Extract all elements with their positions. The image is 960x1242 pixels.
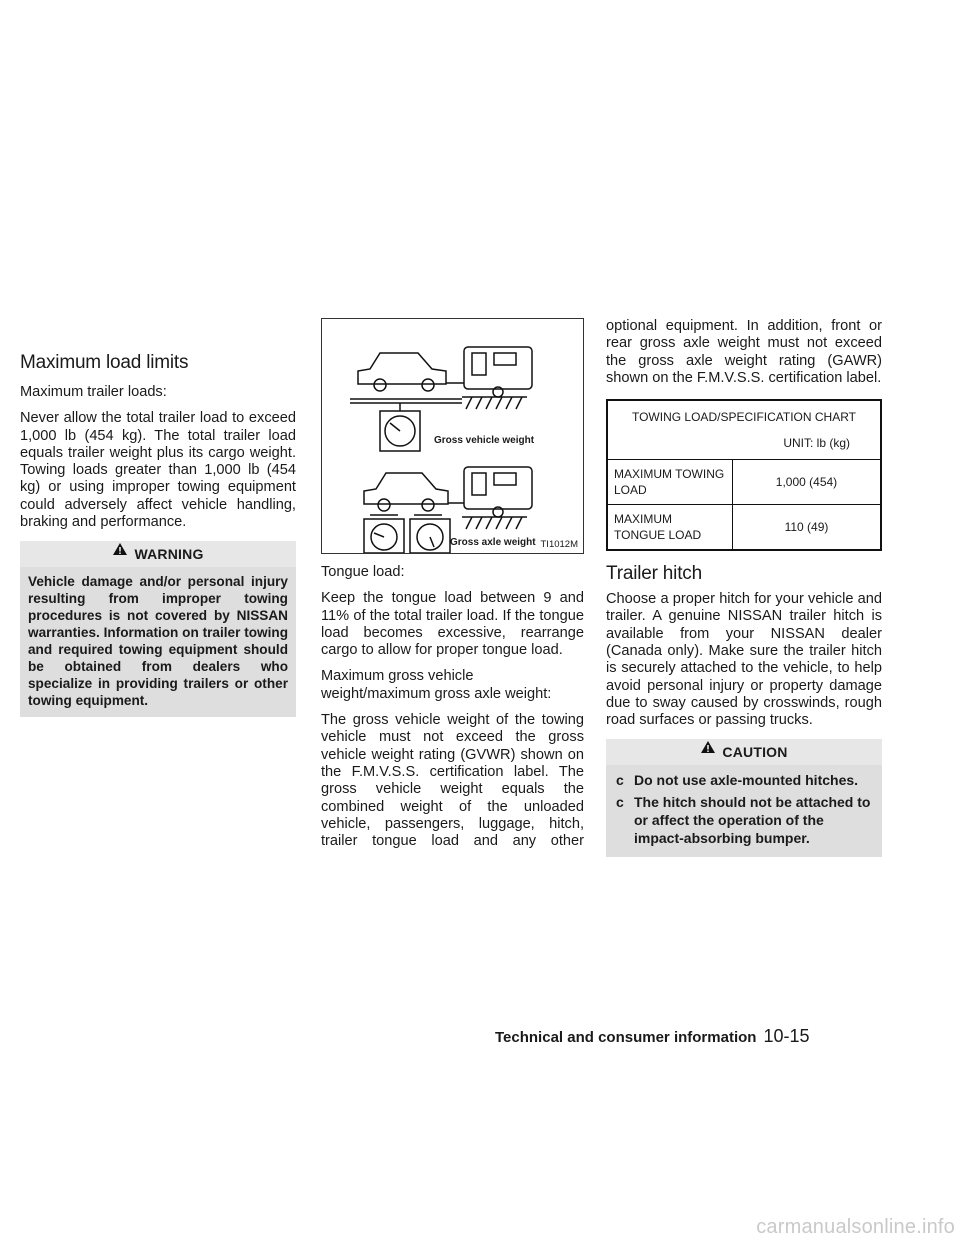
footer-section-title: Technical and consumer information (495, 1029, 757, 1046)
list-item (614, 793, 874, 847)
table-cell-value: 1,000 (454) (733, 460, 882, 505)
table-cell-value: 110 (49) (733, 505, 882, 551)
paragraph-gross-weight-continued: optional equipment. In addition, front or rear gross axle weight must not exceed the gross axle weight rating (GAWR) shown on the F.M.V.S.S. certification label. (606, 318, 882, 386)
paragraph-trailer-hitch: Choose a proper hitch for your vehicle and trailer. A genuine NISSAN trailer hitch is available from your NISSAN dealer (Canada only). Make sure the trailer hitch is securely attached to the vehicle, to help avoid personal injury or property damage due to sway caused by crosswinds, rough road surfaces or passing trucks. (606, 591, 882, 729)
caution-body (606, 765, 882, 847)
figure-label-gross-axle-weight: Gross axle weight (450, 537, 536, 548)
warning-text: Vehicle damage and/or personal injury resulting from improper towing procedures is not covered by NISSAN warranties. Information on trailer towing and required towing equipment should be obtained from dealers who specialize in providing trailers or other towing equipment. (28, 574, 288, 709)
subheading-gross-weight: Maximum gross vehicle weight/maximum gross axle weight: (321, 668, 552, 702)
warning-title: WARNING (134, 546, 204, 563)
section-heading-maximum-load-limits: Maximum load limits (20, 352, 189, 373)
figure-label-gross-vehicle-weight: Gross vehicle weight (434, 435, 535, 446)
paragraph-trailer-loads: Never allow the total trailer load to exceed 1,000 lb (454 kg). The total trailer load equals trailer weight plus its cargo weight. Towing loads greater than 1,000 lb (454 kg) or using improper towing equipment could adversely affect vehicle handling, braking and performance. (20, 410, 296, 531)
figure-id: TI1012M (540, 539, 578, 550)
right-column (606, 318, 882, 857)
caution-title: CAUTION (722, 743, 788, 760)
paragraph-gross-weight: The gross vehicle weight of the towing vehicle must not exceed the gross vehicle weight rating (GVWR) shown on the F.M.V.S.S. certification label. The gross vehicle weight equals the combined weight of the unloaded vehicle, passengers, luggage, hitch, trailer tongue load and any other (321, 712, 584, 850)
caution-box (606, 739, 882, 857)
towing-load-specification-table (606, 399, 882, 551)
caution-header (606, 739, 882, 765)
left-column (20, 352, 296, 717)
table-header (607, 400, 881, 460)
warning-box (20, 541, 296, 717)
paragraph-tongue-load: Keep the tongue load between 9 and 11% of the total trailer load. If the tongue load becomes excessive, rearrange cargo to allow for proper tongue load. (321, 590, 584, 659)
warning-header (20, 541, 296, 567)
table-row (607, 460, 881, 505)
bullet-icon: c (616, 793, 624, 810)
warning-triangle-icon (700, 740, 716, 754)
table-cell-label: MAXIMUM TONGUE LOAD (607, 505, 733, 551)
footer-page-number: 10-15 (763, 1026, 810, 1046)
table-cell-label: MAXIMUM TOWING LOAD (607, 460, 733, 505)
page-footer (495, 1026, 895, 1047)
subheading-trailer-loads: Maximum trailer loads: (20, 384, 167, 400)
caution-list (614, 771, 874, 847)
bullet-icon: c (616, 771, 624, 788)
middle-column (321, 318, 584, 859)
watermark: carmanualsonline.info (756, 1216, 955, 1238)
table-title: TOWING LOAD/SPECIFICATION CHART (631, 410, 857, 425)
caution-item-text: Do not use axle-mounted hitches. (634, 771, 859, 788)
list-item (614, 771, 874, 789)
table-unit: UNIT: lb (kg) (783, 436, 850, 451)
caution-item-text: The hitch should not be attached to or affect the operation of the impact-absorbing bumper. (634, 793, 871, 846)
table-row (607, 505, 881, 551)
warning-triangle-icon (112, 542, 128, 556)
subheading-tongue-load: Tongue load: (321, 564, 405, 580)
section-heading-trailer-hitch: Trailer hitch (606, 563, 702, 585)
weight-measurement-figure (321, 318, 584, 554)
